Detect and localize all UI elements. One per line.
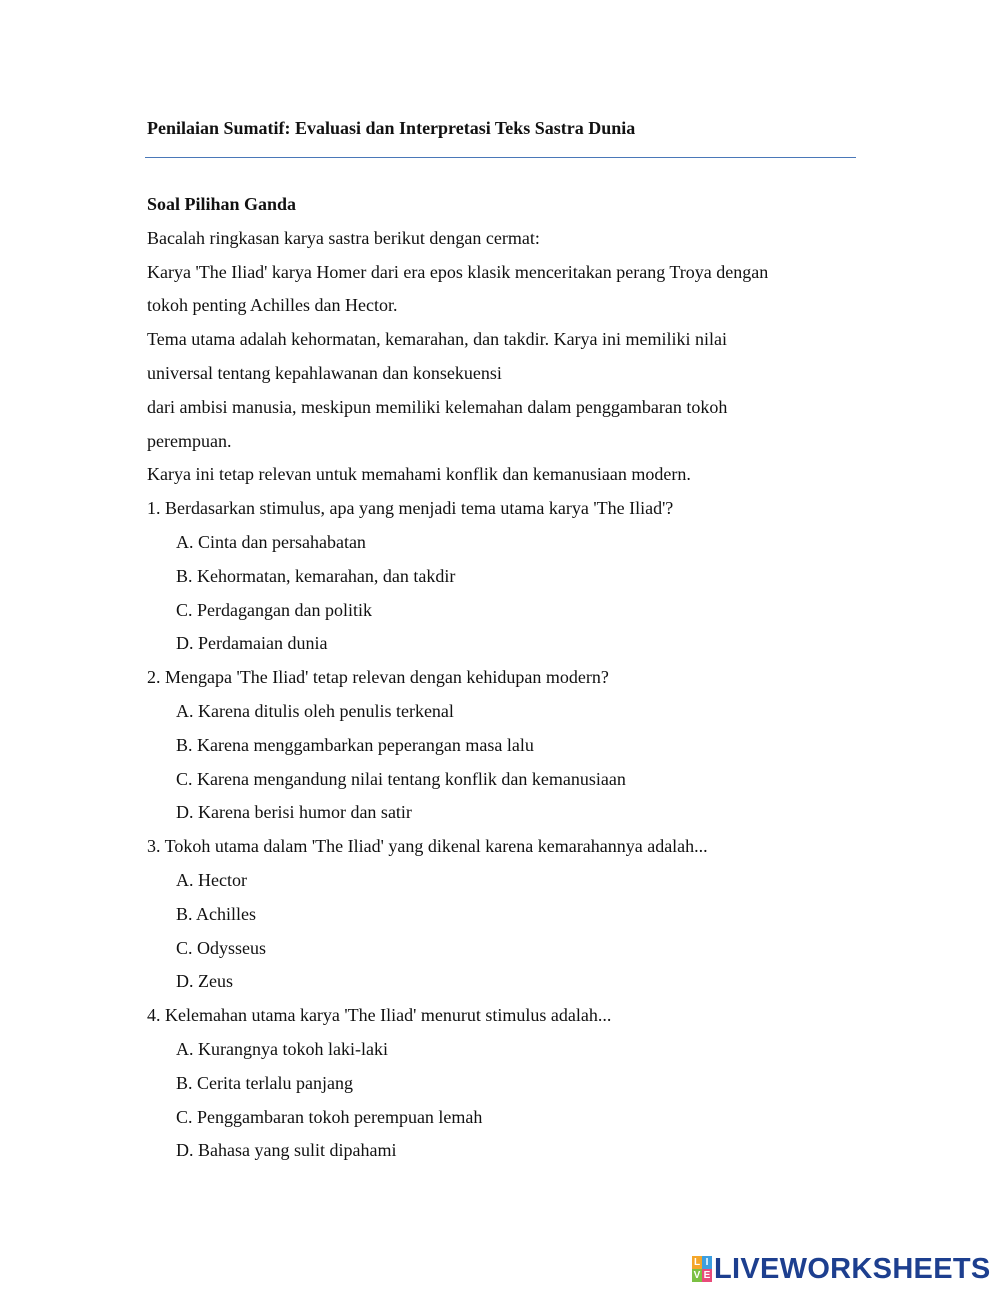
liveworksheets-logo[interactable] xyxy=(692,1254,991,1284)
answer-option-b[interactable]: B. Achilles xyxy=(176,903,256,924)
stimulus-line: perempuan. xyxy=(147,430,232,451)
answer-option-a[interactable]: A. Hector xyxy=(176,869,247,890)
stimulus-line: tokoh penting Achilles dan Hector. xyxy=(147,295,398,316)
page-title: Penilaian Sumatif: Evaluasi dan Interpretasi Teks Sastra Dunia xyxy=(147,118,636,138)
stimulus-line: Karya 'The Iliad' karya Homer dari era epos klasik menceritakan perang Troya dengan xyxy=(147,261,769,282)
answer-option-b[interactable]: B. Karena menggambarkan peperangan masa lalu xyxy=(176,734,534,755)
answer-option-a[interactable]: A. Cinta dan persahabatan xyxy=(176,531,366,552)
stimulus-line: Tema utama adalah kehormatan, kemarahan, dan takdir. Karya ini memiliki nilai xyxy=(147,329,728,350)
answer-option-d[interactable]: D. Perdamaian dunia xyxy=(176,633,328,654)
badge-letter: V xyxy=(693,1269,701,1281)
stimulus-line: Karya ini tetap relevan untuk memahami konflik dan kemanusiaan modern. xyxy=(147,464,691,485)
badge-letter: E xyxy=(703,1269,711,1281)
badge-letter: I xyxy=(702,1256,712,1269)
title-divider xyxy=(145,157,856,158)
document-body xyxy=(147,188,867,1168)
question-text: 2. Mengapa 'The Iliad' tetap relevan dengan kehidupan modern? xyxy=(147,667,609,688)
answer-option-c[interactable]: C. Odysseus xyxy=(176,937,267,958)
answer-option-b[interactable]: B. Kehormatan, kemarahan, dan takdir xyxy=(176,565,456,586)
question-1 xyxy=(147,492,867,661)
question-text: 3. Tokoh utama dalam 'The Iliad' yang dikenal karena kemarahannya adalah... xyxy=(147,836,708,857)
stimulus-line: dari ambisi manusia, meskipun memiliki kelemahan dalam penggambaran tokoh xyxy=(147,396,728,417)
stimulus-text xyxy=(147,222,867,492)
answer-option-c[interactable]: C. Karena mengandung nilai tentang konflik dan kemanusiaan xyxy=(176,768,626,789)
question-2 xyxy=(147,661,867,830)
question-text: 1. Berdasarkan stimulus, apa yang menjadi tema utama karya 'The Iliad'? xyxy=(147,498,674,519)
answer-option-d[interactable]: D. Bahasa yang sulit dipahami xyxy=(176,1140,397,1161)
answer-option-c[interactable]: C. Penggambaran tokoh perempuan lemah xyxy=(176,1106,483,1127)
question-4 xyxy=(147,999,867,1168)
answer-option-b[interactable]: B. Cerita terlalu panjang xyxy=(176,1072,353,1093)
answer-option-a[interactable]: A. Karena ditulis oleh penulis terkenal xyxy=(176,700,454,721)
question-text: 4. Kelemahan utama karya 'The Iliad' menurut stimulus adalah... xyxy=(147,1005,612,1026)
stimulus-line: Bacalah ringkasan karya sastra berikut dengan cermat: xyxy=(147,227,540,248)
section-title: Soal Pilihan Ganda xyxy=(147,194,297,214)
answer-option-d[interactable]: D. Zeus xyxy=(176,971,233,992)
live-badge-icon xyxy=(692,1256,712,1282)
logo-text: LIVEWORKSHEETS xyxy=(714,1252,991,1285)
answer-option-d[interactable]: D. Karena berisi humor dan satir xyxy=(176,802,412,823)
stimulus-line: universal tentang kepahlawanan dan konsekuensi xyxy=(147,362,502,383)
question-3 xyxy=(147,830,867,999)
badge-letter: L xyxy=(693,1256,701,1268)
answer-option-a[interactable]: A. Kurangnya tokoh laki-laki xyxy=(176,1038,388,1059)
answer-option-c[interactable]: C. Perdagangan dan politik xyxy=(176,599,372,620)
